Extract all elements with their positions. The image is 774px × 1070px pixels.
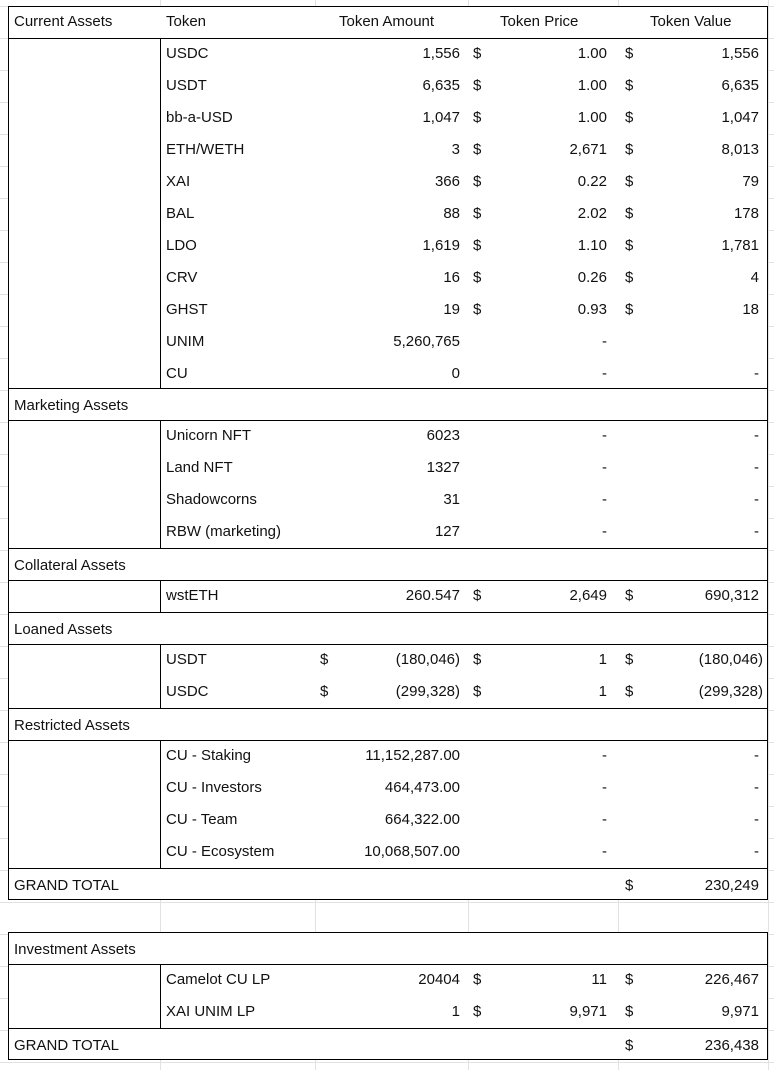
token-price-cell[interactable]: - [602,779,607,796]
token-cell[interactable]: wstETH [166,587,219,604]
section-label-current-assets[interactable]: Current Assets [14,13,113,30]
token-amount-cell[interactable]: 464,473.00 [384,779,460,796]
gridline [0,902,774,903]
price-currency[interactable]: $ [473,651,482,668]
token-amount-cell[interactable]: 1,556 [422,45,460,62]
token-price-cell[interactable]: 2.02 [577,205,607,222]
token-amount-cell[interactable]: 1,619 [422,237,460,254]
value-currency[interactable]: $ [625,77,634,94]
token-price-cell[interactable]: 0.93 [577,301,607,318]
token-amount-cell[interactable]: 6,635 [422,77,460,94]
token-amount-cell[interactable]: (299,328) [395,683,460,700]
token-price-cell[interactable]: 0.26 [577,269,607,286]
token-value-cell[interactable]: (299,328) [698,683,763,700]
token-value-cell[interactable]: - [754,365,759,382]
token-amount-cell[interactable]: 664,322.00 [384,811,460,828]
token-amount-cell[interactable]: (180,046) [395,651,460,668]
token-amount-cell[interactable]: 5,260,765 [393,333,460,350]
section-label-loaned-assets[interactable]: Loaned Assets [14,621,113,638]
token-cell[interactable]: UNIM [166,333,205,350]
token-value-cell[interactable]: 226,467 [704,971,759,988]
token-cell[interactable]: CU - Staking [166,747,252,764]
token-cell[interactable]: ETH/WETH [166,141,245,158]
border-line [8,708,768,709]
token-price-cell[interactable]: 9,971 [569,1003,607,1020]
token-amount-cell[interactable]: 88 [443,205,460,222]
token-cell[interactable]: LDO [166,237,197,254]
price-currency[interactable]: $ [473,173,482,190]
token-amount-cell[interactable]: 6023 [426,427,460,444]
price-currency[interactable]: $ [473,301,482,318]
value-currency[interactable]: $ [625,205,634,222]
token-value-cell[interactable]: 8,013 [721,141,759,158]
amount-currency[interactable]: $ [320,683,329,700]
value-currency[interactable]: $ [625,1003,634,1020]
border-line [8,644,768,645]
token-cell[interactable]: XAI UNIM LP [166,1003,256,1020]
grand-total-currency[interactable]: $ [625,877,634,894]
price-currency[interactable]: $ [473,237,482,254]
column-header-token-value[interactable]: Token Value [650,13,732,30]
token-value-cell[interactable]: - [754,747,759,764]
token-amount-cell[interactable]: 127 [434,523,460,540]
token-value-cell[interactable]: (180,046) [698,651,763,668]
token-amount-cell[interactable]: 10,068,507.00 [364,843,460,860]
token-amount-cell[interactable]: 366 [434,173,460,190]
amount-currency[interactable]: $ [320,651,329,668]
column-header-token-price[interactable]: Token Price [500,13,579,30]
border-line [160,964,161,1028]
token-cell[interactable]: CU - Ecosystem [166,843,275,860]
token-price-cell[interactable]: - [602,491,607,508]
token-price-cell[interactable]: 0.22 [577,173,607,190]
value-currency[interactable]: $ [625,237,634,254]
border-line [8,548,768,549]
token-cell[interactable]: USDC [166,683,209,700]
token-cell[interactable]: Camelot CU LP [166,971,271,988]
token-price-cell[interactable]: - [602,747,607,764]
section-label-investment-assets[interactable]: Investment Assets [14,941,136,958]
token-cell[interactable]: CU [166,365,188,382]
token-cell[interactable]: USDT [166,651,207,668]
token-price-cell[interactable]: 1 [598,683,607,700]
token-value-cell[interactable]: 178 [733,205,759,222]
token-price-cell[interactable]: - [602,523,607,540]
token-price-cell[interactable]: 1.10 [577,237,607,254]
value-currency[interactable]: $ [625,971,634,988]
value-currency[interactable]: $ [625,651,634,668]
token-amount-cell[interactable]: 1327 [426,459,460,476]
price-currency[interactable]: $ [473,109,482,126]
token-cell[interactable]: RBW (marketing) [166,523,282,540]
token-price-cell[interactable]: 11 [591,971,607,988]
section-label-collateral-assets[interactable]: Collateral Assets [14,557,126,574]
border-line [160,420,161,548]
token-value-cell[interactable]: - [754,811,759,828]
investment-grand-total-currency[interactable]: $ [625,1037,634,1054]
investment-grand-total-value[interactable]: 236,438 [704,1037,759,1054]
price-currency[interactable]: $ [473,205,482,222]
value-currency[interactable]: $ [625,173,634,190]
token-cell[interactable]: USDT [166,77,207,94]
value-currency[interactable]: $ [625,587,634,604]
token-amount-cell[interactable]: 0 [451,365,460,382]
token-price-cell[interactable]: - [602,843,607,860]
token-price-cell[interactable]: 2,649 [569,587,607,604]
border-line [160,38,161,388]
price-currency[interactable]: $ [473,141,482,158]
token-value-cell[interactable]: 79 [742,173,759,190]
token-value-cell[interactable]: - [754,523,759,540]
grand-total-value[interactable]: 230,249 [704,877,759,894]
token-value-cell[interactable]: 690,312 [704,587,759,604]
token-cell[interactable]: BAL [166,205,195,222]
token-amount-cell[interactable]: 19 [443,301,460,318]
token-cell[interactable]: USDC [166,45,209,62]
token-amount-cell[interactable]: 16 [443,269,460,286]
investment-grand-total-label[interactable]: GRAND TOTAL [14,1037,120,1054]
column-header-token-amount[interactable]: Token Amount [339,13,435,30]
token-value-cell[interactable]: 1,556 [721,45,759,62]
token-value-cell[interactable]: 9,971 [721,1003,759,1020]
token-cell[interactable]: XAI [166,173,191,190]
token-price-cell[interactable]: - [602,333,607,350]
token-value-cell[interactable]: - [754,491,759,508]
price-currency[interactable]: $ [473,587,482,604]
token-amount-cell[interactable]: 3 [451,141,460,158]
token-price-cell[interactable]: 1 [598,651,607,668]
token-cell[interactable]: bb-a-USD [166,109,233,126]
token-cell[interactable]: Shadowcorns [166,491,257,508]
token-price-cell[interactable]: 2,671 [569,141,607,158]
border-line [160,740,161,868]
price-currency[interactable]: $ [473,269,482,286]
token-cell[interactable]: CRV [166,269,198,286]
token-amount-cell[interactable]: 31 [443,491,460,508]
token-price-cell[interactable]: 1.00 [577,77,607,94]
token-amount-cell[interactable]: 20404 [418,971,460,988]
border-line [160,644,161,708]
value-currency[interactable]: $ [625,45,634,62]
token-cell[interactable]: CU - Team [166,811,238,828]
gridline [768,0,769,1070]
border-line [8,740,768,741]
border-line [8,612,768,613]
value-currency[interactable]: $ [625,683,634,700]
border-line [8,964,768,965]
token-amount-cell[interactable]: 11,152,287.00 [365,747,460,764]
price-currency[interactable]: $ [473,971,482,988]
section-label-marketing-assets[interactable]: Marketing Assets [14,397,129,414]
grand-total-label[interactable]: GRAND TOTAL [14,877,120,894]
token-value-cell[interactable]: 1,781 [721,237,759,254]
token-value-cell[interactable]: - [754,779,759,796]
border-line [8,868,768,869]
token-price-cell[interactable]: - [602,427,607,444]
token-value-cell[interactable]: - [754,427,759,444]
gridline [0,1062,774,1063]
token-cell[interactable]: GHST [166,301,208,318]
value-currency[interactable]: $ [625,269,634,286]
token-value-cell[interactable]: 18 [742,301,759,318]
value-currency[interactable]: $ [625,109,634,126]
token-value-cell[interactable]: - [754,843,759,860]
border-line [160,580,161,612]
price-currency[interactable]: $ [473,45,482,62]
token-amount-cell[interactable]: 1 [451,1003,460,1020]
price-currency[interactable]: $ [473,683,482,700]
token-cell[interactable]: Unicorn NFT [166,427,252,444]
section-label-restricted-assets[interactable]: Restricted Assets [14,717,130,734]
token-price-cell[interactable]: - [602,459,607,476]
border-line [8,38,768,39]
token-value-cell[interactable]: 1,047 [721,109,759,126]
token-cell[interactable]: Land NFT [166,459,233,476]
border-line [8,420,768,421]
border-line [8,1028,768,1029]
border-line [8,580,768,581]
border-line [8,388,768,389]
token-amount-cell[interactable]: 1,047 [422,109,460,126]
token-value-cell[interactable]: 6,635 [721,77,759,94]
price-currency[interactable]: $ [473,1003,482,1020]
token-price-cell[interactable]: 1.00 [577,109,607,126]
token-value-cell[interactable]: - [754,459,759,476]
token-price-cell[interactable]: - [602,365,607,382]
price-currency[interactable]: $ [473,77,482,94]
column-header-token[interactable]: Token [166,13,207,30]
value-currency[interactable]: $ [625,301,634,318]
token-value-cell[interactable]: 4 [750,269,759,286]
token-amount-cell[interactable]: 260.547 [405,587,460,604]
token-price-cell[interactable]: 1.00 [577,45,607,62]
token-price-cell[interactable]: - [602,811,607,828]
token-cell[interactable]: CU - Investors [166,779,262,796]
value-currency[interactable]: $ [625,141,634,158]
